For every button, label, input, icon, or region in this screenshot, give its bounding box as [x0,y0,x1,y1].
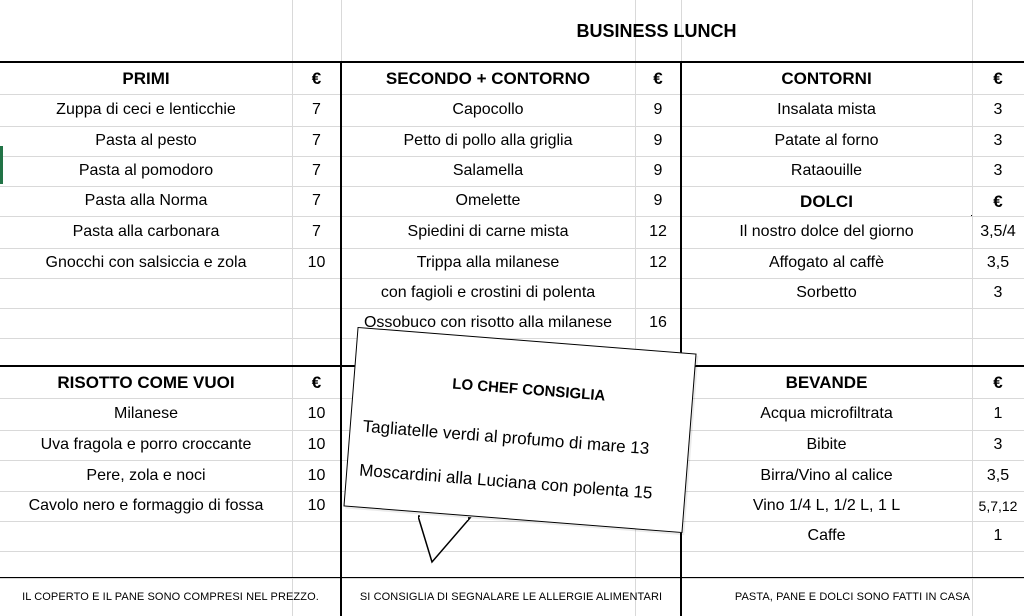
dolci-item-name: Sorbetto [796,284,857,301]
bevande-item-name: Birra/Vino al calice [760,466,893,484]
primi-item-name: Pasta alla Norma [84,192,208,209]
bevande-currency-header: € [993,372,1003,392]
secondo-item-name: Omelette [455,192,521,209]
contorni-item-price: 3 [993,162,1003,179]
contorni-header: CONTORNI [781,68,872,88]
menu-title: BUSINESS LUNCH [576,21,737,41]
secondo-item-price: 9 [653,192,663,209]
callout-tail [418,510,478,570]
risotto-item-name: Pere, zola e noci [86,466,206,484]
risotto-header: RISOTTO COME VUOI [57,372,235,392]
primi-item-price: 7 [312,162,321,179]
bevande-item-price: 3,5 [986,466,1010,484]
secondo-item-name: Capocollo [452,101,524,118]
risotto-currency-header: € [311,372,322,392]
row-selection-indicator [0,146,3,184]
bevande-item-name: Caffe [807,527,846,544]
primi-item-name: Zuppa di ceci e lenticchie [56,101,236,118]
secondo-currency-header: € [653,68,663,88]
risotto-item-price: 10 [307,436,326,453]
contorni-item-name: Patate al forno [774,132,879,149]
secondo-item-name: Petto di pollo alla griglia [403,132,573,149]
primi-item-price: 7 [312,132,321,149]
secondo-header: SECONDO + CONTORNO [385,68,591,88]
bevande-item-price: 1 [993,405,1003,422]
dolci-item-price: 3 [993,284,1003,301]
secondo-item-price: 9 [653,132,663,149]
risotto-item-price: 10 [307,405,326,422]
risotto-item-name: Milanese [113,405,179,422]
contorni-currency-header: € [993,68,1003,88]
callout-title: LO CHEF CONSIGLIA [451,375,606,405]
bevande-item-name: Bibite [806,436,847,453]
primi-item-name: Pasta alla carbonara [72,223,220,240]
secondo-item-name: Ossobuco con risotto alla milanese [363,314,613,331]
primi-currency-header: € [311,68,322,88]
secondo-item-name: Salamella [452,162,524,179]
callout-line-2: Moscardini alla Luciana con polenta 15 [358,460,654,503]
bevande-item-price: 3 [993,436,1003,453]
bevande-item-price: 5,7,12 [978,498,1018,514]
primi-item-price: 7 [312,223,321,240]
footer-note-center: SI CONSIGLIA DI SEGNALARE LE ALLERGIE ALIMENTARI [359,590,663,603]
secondo-item-name: Trippa alla milanese [416,254,560,271]
primi-item-name: Pasta al pomodoro [78,162,214,179]
bevande-item-name: Vino 1/4 L, 1/2 L, 1 L [752,497,901,514]
risotto-item-price: 10 [307,497,326,514]
bevande-item-price: 1 [993,527,1003,544]
bevande-header: BEVANDE [785,372,868,392]
gridline-horizontal [0,551,1024,552]
secondo-item-name: Spiedini di carne mista [407,223,569,240]
dolci-item-price: 3,5 [986,254,1010,271]
footer-note-right: PASTA, PANE E DOLCI SONO FATTI IN CASA [734,590,971,603]
callout-line-1: Tagliatelle verdi al profumo di mare 13 [362,416,650,459]
secondo-item-name: con fagioli e crostini di polenta [380,284,596,301]
secondo-item-price [635,278,681,308]
dolci-header: DOLCI [800,191,853,211]
primi-header: PRIMI [122,68,170,88]
primi-item-price: 7 [312,192,321,209]
dolci-currency-header: € [993,191,1003,211]
risotto-item-name: Uva fragola e porro croccante [40,436,252,453]
primi-item-name: Gnocchi con salsiccia e zola [45,254,247,271]
primi-item-price: 10 [307,254,326,271]
risotto-item-name: Cavolo nero e formaggio di fossa [28,497,264,514]
dolci-item-price: 3,5/4 [980,223,1016,240]
contorni-item-price: 3 [993,101,1003,118]
risotto-item-price: 10 [307,466,326,484]
secondo-item-price: 16 [649,314,667,331]
dolci-item-name: Il nostro dolce del giorno [739,223,914,240]
dolci-item-name: Affogato al caffè [768,254,885,271]
secondo-item-price: 12 [649,254,667,271]
secondo-item-price: 9 [653,162,663,179]
primi-item-name: Pasta al pesto [95,132,197,149]
chef-recommends-callout [343,327,696,533]
secondo-item-price: 12 [649,223,667,240]
contorni-item-price: 3 [993,132,1003,149]
primi-item-price: 7 [312,101,321,118]
secondo-item-price: 9 [653,101,663,118]
contorni-item-name: Insalata mista [777,101,876,118]
bevande-item-name: Acqua microfiltrata [760,405,893,422]
footer-note-left: IL COPERTO E IL PANE SONO COMPRESI NEL PREZZO. [22,590,319,603]
contorni-item-name: Rataouille [790,162,863,179]
